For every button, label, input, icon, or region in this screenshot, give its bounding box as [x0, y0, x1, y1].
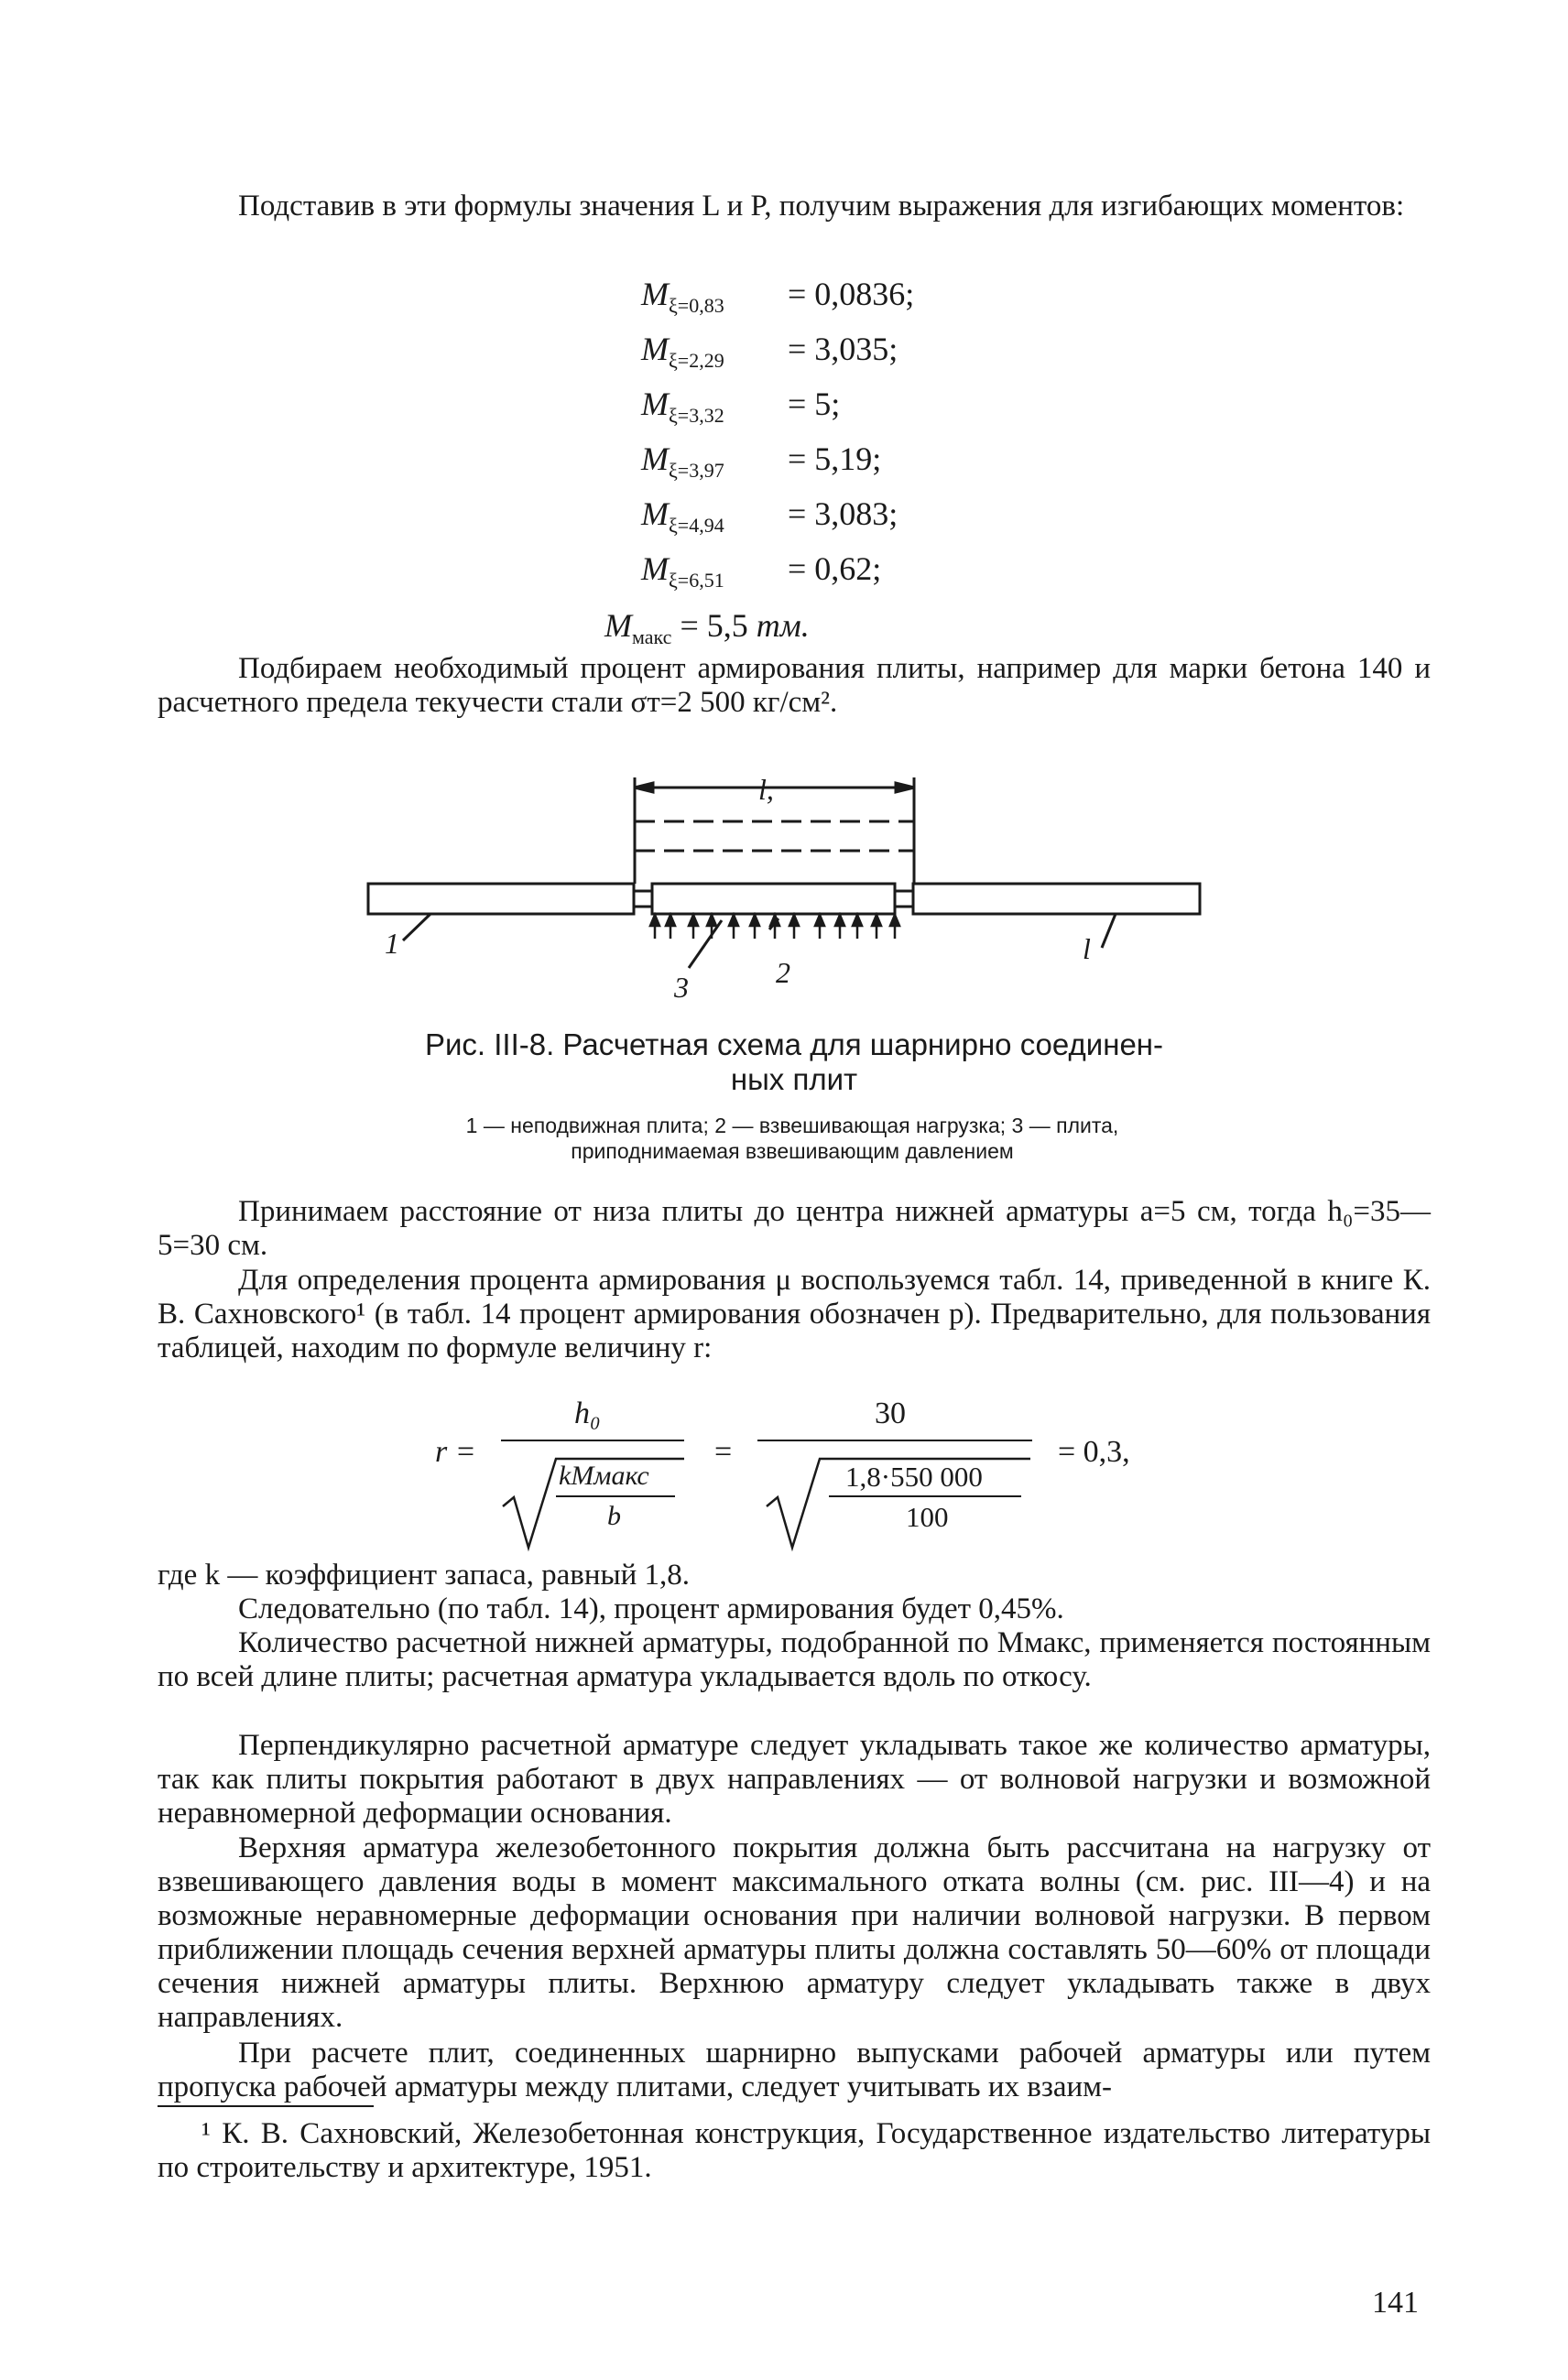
label-3: 3	[674, 971, 689, 1004]
figure-caption-line2: ных плит	[730, 1062, 858, 1096]
formula-r-num1: h₀	[574, 1396, 601, 1430]
fraction-bar-2	[757, 1440, 1032, 1441]
moment-sub: ξ=3,32	[669, 404, 724, 427]
leader-1-right	[1102, 914, 1116, 948]
moment-symbol: M	[641, 550, 669, 587]
inner-fraction-bar-2	[829, 1495, 1021, 1497]
formula-r-num2: 30	[875, 1396, 906, 1430]
moment-sub: ξ=6,51	[669, 569, 724, 592]
fraction-bar-1	[501, 1440, 684, 1441]
dimension-arrow-left	[635, 783, 653, 792]
moment-sub: ξ=4,94	[669, 514, 724, 537]
moment-value: = 5;	[788, 386, 841, 422]
leader-1-left	[403, 914, 430, 940]
select-paragraph: Подбираем необходимый процент армирования плиты, например для марки бетона 140 и расчетного предела текучести стали σт=2 500 кг/см².	[158, 652, 1431, 719]
moment-sub: ξ=3,97	[669, 459, 724, 482]
formula-r-den2-num: 1,8·550 000	[845, 1461, 983, 1493]
moment-value: = 5,19;	[788, 440, 882, 477]
footnote-rule	[158, 2105, 374, 2107]
mmax-unit: тм.	[756, 607, 810, 644]
moment-symbol: M	[641, 495, 669, 532]
figure-legend-line1: 1 — неподвижная плита; 2 — взвешивающая нагрузка; 3 — плита,	[465, 1114, 1119, 1137]
formula-r-eq: =	[714, 1435, 733, 1469]
moment-sub: ξ=0,83	[669, 294, 724, 317]
define-paragraph: Для определения процента армирования μ воспользуемся табл. 14, приведенной в книге К. В. Сахновского¹ (в табл. 14 процент армирования обозначен p). Предварительно, для пользования таблицей, находим по формуле величину r:	[158, 1264, 1431, 1364]
perpendicular-paragraph: Перпендикулярно расчетной арматуре следует укладывать такое же количество арматуры, так как плиты покрытия работают в двух направлениях — от волновой нагрузки и возможной неравномерной деформации основания.	[158, 1729, 1431, 1830]
dimension-arrow-right	[896, 783, 914, 792]
formula-r-den2-den: 100	[906, 1501, 949, 1533]
mmax-row	[604, 606, 810, 656]
calculation-paragraph: При расчете плит, соединенных шарнирно выпусками рабочей арматуры или путем пропуска рабочей арматуры между плитами, следует учитывать их взаим-	[158, 2037, 1431, 2103]
figure-legend-line2: приподнимаемая взвешивающим давлением	[571, 1139, 1014, 1163]
label-1-left: 1	[385, 927, 399, 960]
footnote: ¹ К. В. Сахновский, Железобетонная конструкция, Государственное издательство литературы по строительству и архитектуре, 1951.	[158, 2117, 1431, 2184]
label-l-top: l,	[758, 773, 774, 806]
therefore-paragraph: Следовательно (по табл. 14), процент армирования будет 0,45%.	[238, 1592, 1064, 1625]
quantity-paragraph: Количество расчетной нижней арматуры, подобранной по Mмакс, применяется постоянным по всей длине плиты; расчетная арматура укладывается вдоль по откосу.	[158, 1626, 1431, 1693]
inner-fraction-bar-1	[556, 1495, 675, 1497]
moment-symbol: M	[641, 331, 669, 367]
moment-value: = 3,035;	[788, 331, 898, 367]
hinged-slab-diagram	[348, 765, 1218, 1012]
moment-value: = 0,62;	[788, 550, 882, 587]
formula-r	[435, 1396, 1186, 1552]
moment-symbol: M	[641, 386, 669, 422]
moment-sub: ξ=2,29	[669, 349, 724, 372]
where-paragraph: где k — коэффициент запаса, равный 1,8.	[158, 1559, 691, 1592]
moment-value: = 0,0836;	[788, 276, 915, 312]
uplift-load-arrows	[650, 915, 899, 939]
intro-paragraph: Подставив в эти формулы значения L и P, получим выражения для изгибающих моментов:	[238, 190, 1405, 223]
label-1-right: l	[1083, 932, 1091, 965]
formula-r-result: = 0,3,	[1058, 1435, 1130, 1469]
moment-symbol: M	[641, 440, 669, 477]
left-fixed-slab	[368, 884, 634, 914]
mmax-sub: макс	[632, 625, 672, 648]
label-2: 2	[776, 956, 790, 989]
moment-value: = 3,083;	[788, 495, 898, 532]
formula-r-den1-den: b	[607, 1501, 621, 1531]
page-number: 141	[1372, 2286, 1419, 2320]
formula-r-den1-num: kMмакс	[559, 1461, 649, 1491]
accept-paragraph: Принимаем расстояние от низа плиты до центра нижней арматуры a=5 см, тогда h₀=35—5=30 см.	[158, 1195, 1431, 1262]
right-fixed-slab	[913, 884, 1200, 914]
figure-caption-line1: Рис. III-8. Расчетная схема для шарнирно соединен-	[424, 1027, 1164, 1061]
mmax-symbol: M	[604, 607, 632, 644]
mmax-value: = 5,5	[680, 607, 757, 644]
upper-reinforcement-paragraph: Верхняя арматура железобетонного покрытия должна быть рассчитана на нагрузку от взвешивающего давления воды в момент максимального отката волны (см. рис. III—4) и на возможные неравномерные деформации основания при наличии волновой нагрузки. В первом приближении площадь сечения верхней арматуры плиты должна составлять 50—60% от площади сечения нижней арматуры плиты. Верхнюю арматуру следует укладывать также в двух направлениях.	[158, 1831, 1431, 2034]
moment-symbol: M	[641, 276, 669, 312]
middle-slab	[652, 884, 895, 914]
formula-r-lhs: r =	[435, 1435, 476, 1469]
